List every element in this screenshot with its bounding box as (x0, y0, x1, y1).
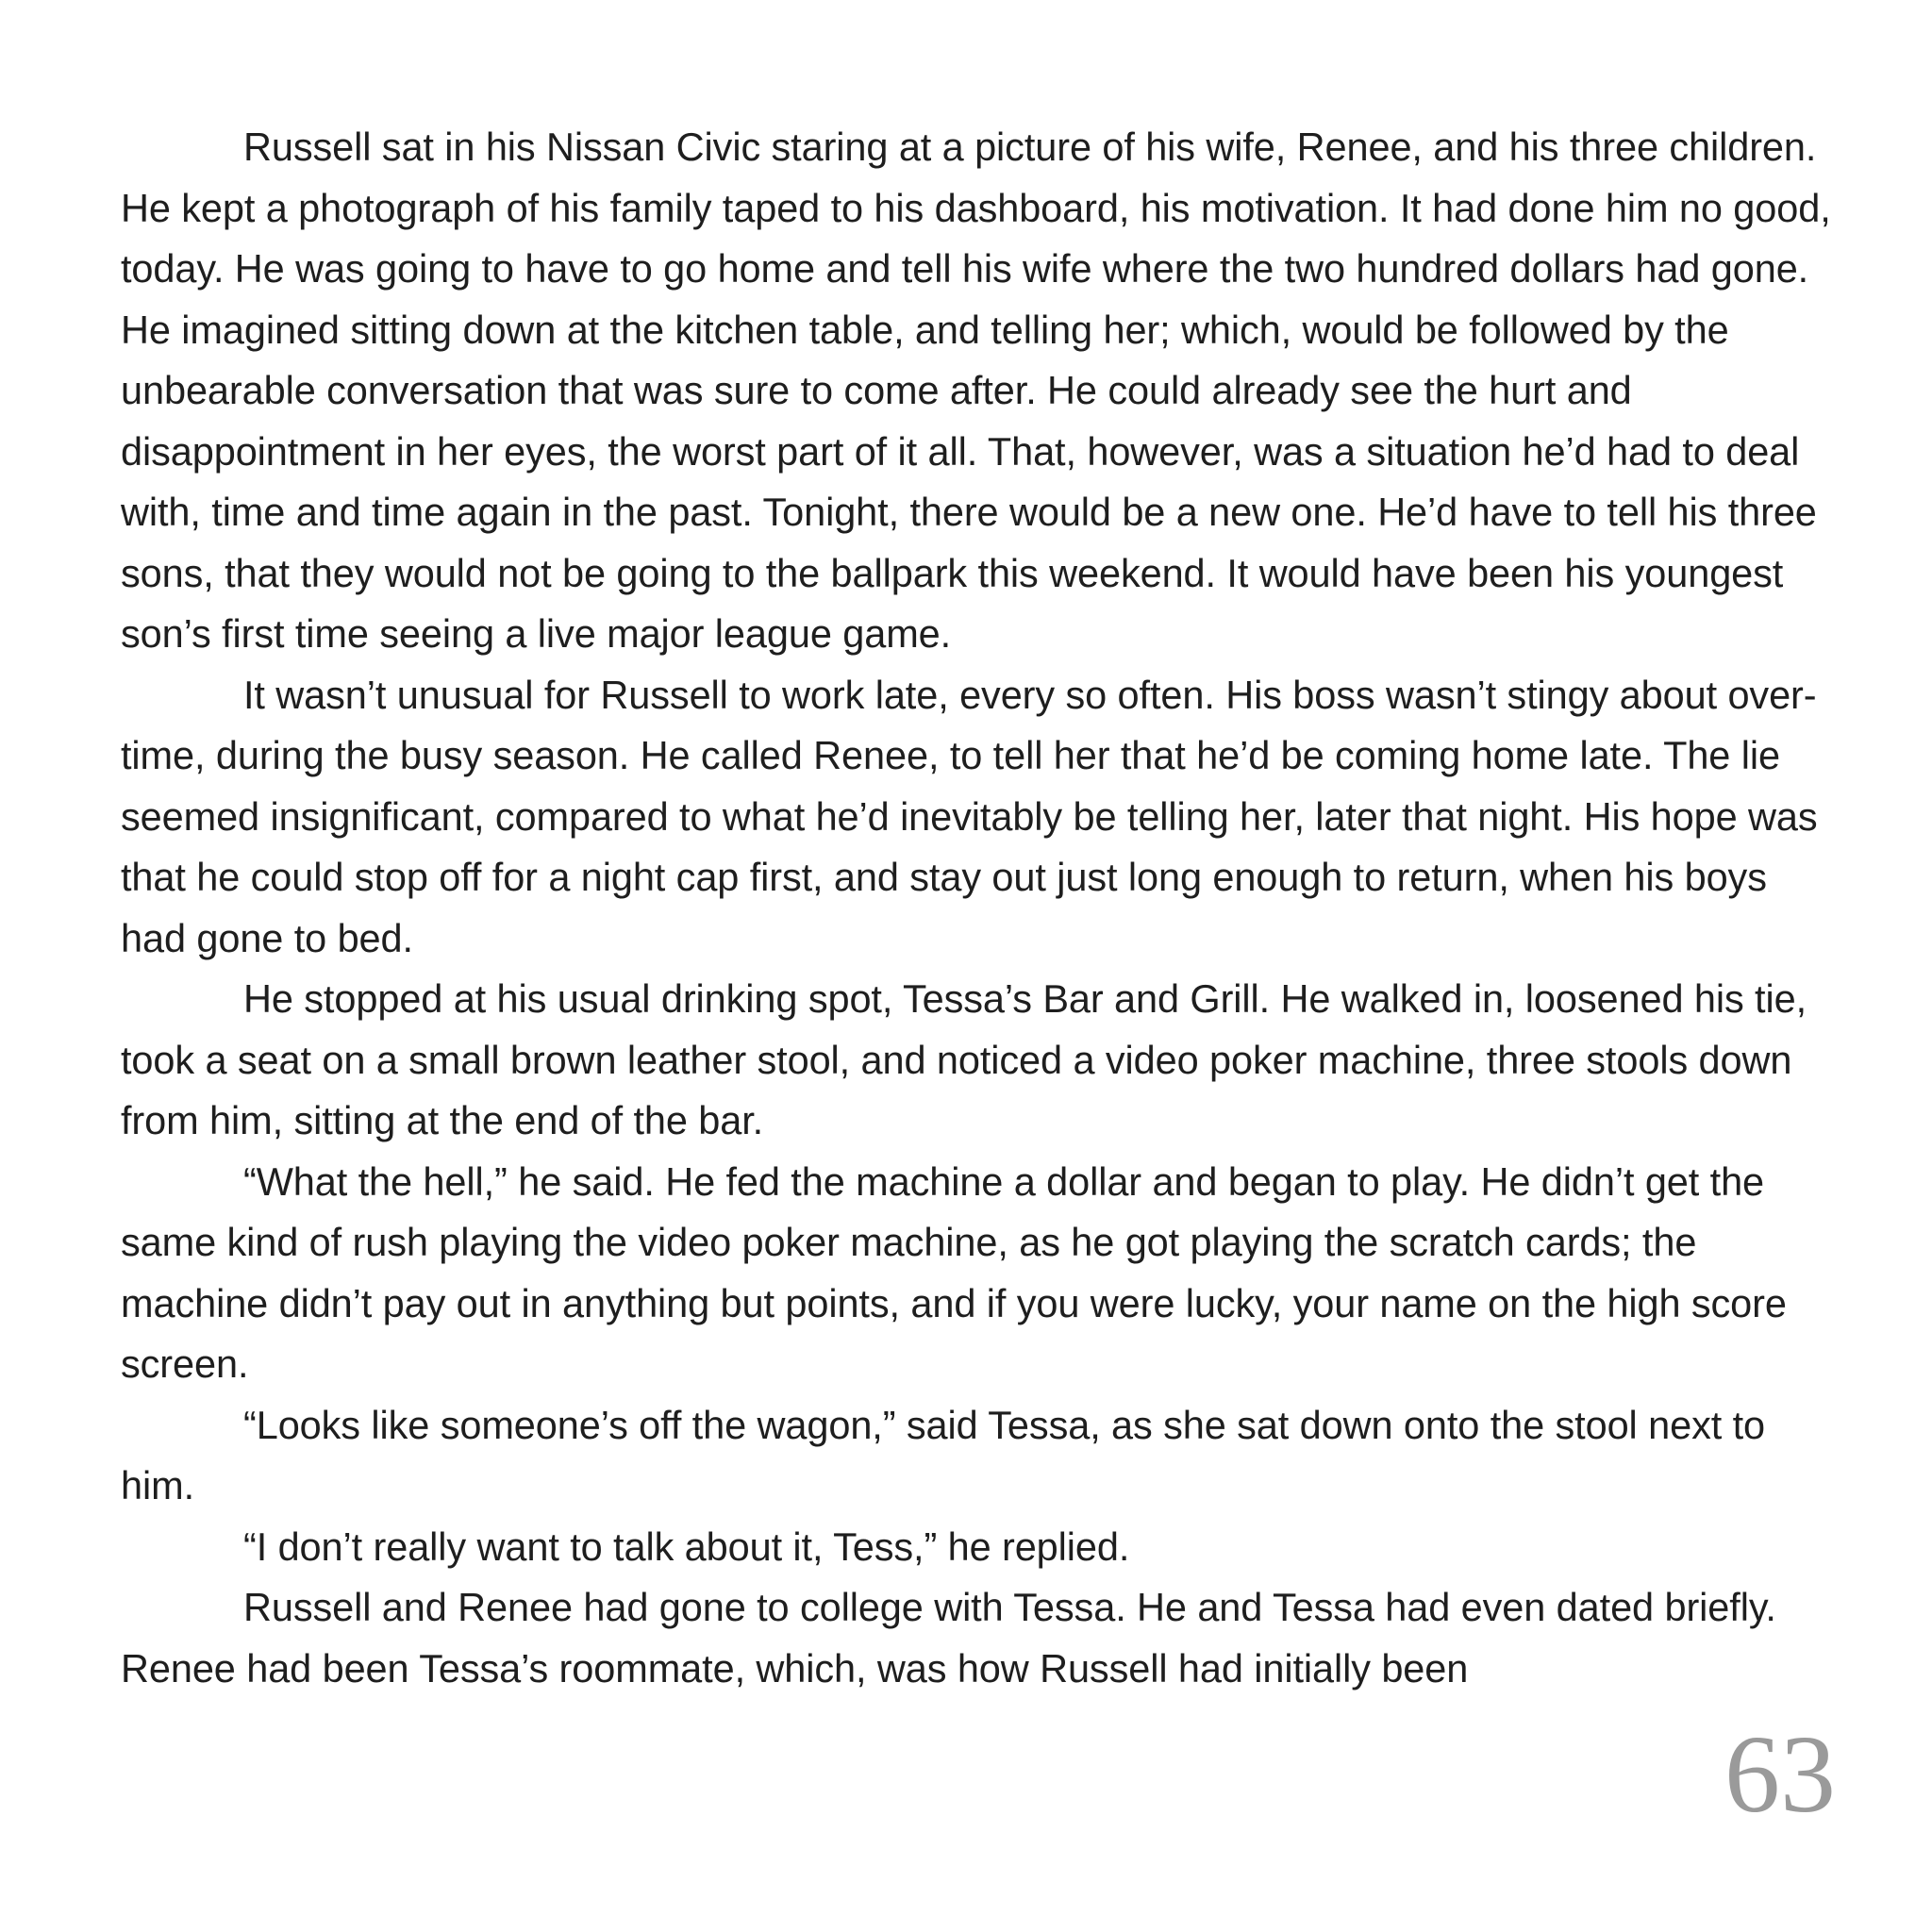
paragraph-5: “Looks like someone’s off the wagon,” said Tessa, as she sat down onto the stool next to him. (121, 1402, 1765, 1507)
paragraph-4: “What the hell,” he said. He fed the machine a dollar and began to play. He didn’t get the same kind of rush playing the video poker machine, as he got playing the scratch cards; the machine didn’t pay out in anything but points, and if you were lucky, your name on the high score screen. (121, 1158, 1787, 1386)
paragraph-7: Russell and Renee had gone to college with Tessa. He and Tessa had even dated briefly. Renee had been Tessa’s roommate, which, was how Russell had initially been (121, 1585, 1776, 1690)
paragraph-3: He stopped at his usual drinking spot, Tessa’s Bar and Grill. He walked in, loosened his tie, took a seat on a small brown leather stool, and noticed a video poker machine, three stools down from him, sitting at the end of the bar. (121, 976, 1807, 1142)
paragraph-1: Russell sat in his Nissan Civic staring at a picture of his wife, Renee, and his three children. He kept a photograph of his family taped to his dashboard, his motivation. It had done him no good, today. He was going to have to go home and tell his wife where the two hundred dollars had gone. He imagined sitting down at the kitchen table, and telling her; which, would be followed by the unbearable conversation that was sure to come after. He could already see the hurt and disappointment in her eyes, the worst part of it all. That, however, was a situation he’d had to deal with, time and time again in the past. Tonight, there would be a new one. He’d have to tell his three sons, that they would not be going to the ballpark this weekend. It would have been his youngest son’s first time seeing a live major league game. (121, 125, 1831, 656)
paragraph-2: It wasn’t unusual for Russell to work late, every so often. His boss wasn’t stingy about over-time, during the busy season. He called Renee, to tell her that he’d be coming home late. The lie seemed insignificant, compared to what he’d inevitably be telling her, later that night. His hope was that he could stop off for a night cap first, and stay out just long enough to return, when his boys had gone to bed. (121, 672, 1818, 960)
paragraph-6: “I don’t really want to talk about it, Tess,” he replied. (243, 1524, 1130, 1569)
page-number: 63 (1724, 1712, 1836, 1836)
body-text (121, 117, 1838, 1699)
